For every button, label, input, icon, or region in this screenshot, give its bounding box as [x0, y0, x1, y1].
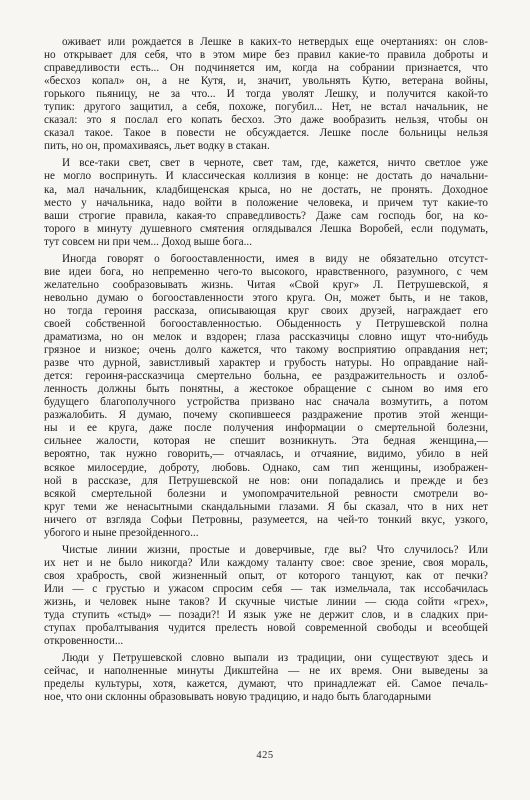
- text-line: справедливости есть... Он подчиняется им, когда на собрании признается, что: [44, 62, 488, 75]
- text-line: жизнь, и человек ныне таков? И скучные чистые линии — сюда сойти «грех»,: [44, 595, 488, 608]
- text-line: но тогда героиня рассказа, описывающая круг своих друзей, награждает его: [44, 304, 488, 317]
- text-line: сейчас, и наполненные минуты Дикштейна — не их время. Они выведены за: [44, 665, 488, 678]
- text-line: убогого и ныне презойденного...: [44, 526, 199, 539]
- paragraph: [44, 36, 488, 153]
- text-line: сказал: это я послал его копать бесхоз. Это даже вообразить нельзя, чтобы он: [44, 114, 488, 127]
- text-line: сильнее жалости, которая не спешит возникнуть. Эта бедная женщина,—: [44, 435, 488, 448]
- text-line: оживает или рождается в Лешке в каких-то нетвердых еще очертаниях: он слов-: [62, 36, 488, 48]
- text-line: Иногда говорят о богооставленности, имея в виду не обязательно отсутст-: [62, 252, 488, 265]
- text-line: туда ступить «стыд» — позади?! И язык уже не держит слов, и в сладких при-: [44, 609, 488, 622]
- text-line: Чистые линии жизни, простые и доверчивые, где вы? Что случилось? Или: [62, 543, 488, 556]
- text-line: «бесхоз копал» он, а не Кутя, и, значит, увольнять Кутю, ветерана войны,: [44, 75, 488, 88]
- text-line: ное, что они склонны образовывать новую традицию, и надо быть благодарными: [44, 691, 432, 704]
- text-line: но открывает для себя, что в этом мире без правил какие-то правила доброты и: [44, 49, 488, 62]
- text-line: круг теми же ненасытными скандальными глазами. Я бы сказал, что в них нет: [44, 500, 488, 513]
- text-line: невольно думаю о богооставленности этого круга. Он, может быть, и не таков,: [44, 291, 488, 304]
- text-line: Или — с грустью и ужасом спросим себя — так измельчала, так иссобачилась: [44, 582, 488, 595]
- text-line: ка, мал начальник, кладбищенская крыса, но не достать, не пронять. Доходное: [44, 183, 488, 196]
- text-line: грязное и низкое; очень долго кажется, что такому восприятию оправдания нет;: [44, 344, 488, 357]
- text-line: разве что дурной, завистливый характер и грубость натуры. Но оправдание най-: [44, 357, 488, 370]
- text-line: ной в рассказе, для Петрушевской не нов: они попадались и прежде и без: [44, 474, 488, 487]
- text-line: ваши строгие правила, какая-то справедливость? Даже сам господь бог, на ко-: [44, 209, 488, 222]
- text-line: тупик: другого защитил, а себя, похоже, погубил... Нет, не встал начальник, не: [44, 101, 488, 114]
- paragraph: [44, 544, 488, 648]
- text-line: ступах пробалтывания чудится прелесть новой современной свободы и всеобщей: [44, 622, 488, 635]
- text-line: разжалобить. Я думаю, почему скопившееся раздражение против этой женщи-: [44, 409, 488, 422]
- text-line: ленность должны быть понятны, а жестокое обращение с сыном во имя его: [44, 383, 488, 396]
- text-line: вие идеи бога, но непременно чего-то высокого, нравственного, разумного, с чем: [44, 265, 488, 278]
- text-line: их нет и не было никогда? Или каждому таланту свое: свое зрение, своя мораль,: [44, 556, 488, 569]
- text-line: желательно сообразовывать жизнь. Читая «Свой круг» Л. Петрушевской, я: [44, 278, 488, 291]
- text-line: своей собственной богооставленностью. Обыденность у Петрушевской полна: [44, 317, 488, 330]
- text-line: горького пьяницу, не за что... И тогда уволят Лешку, и получится какой-то: [44, 88, 488, 101]
- body-text: [44, 36, 488, 704]
- text-line: пределы культуры, хотя, кажется, думают, что принадлежат ей. Самое печаль-: [44, 678, 488, 691]
- paragraph: [44, 652, 488, 704]
- page-number: 425: [256, 750, 274, 761]
- text-line: пить, но он, промахиваясь, льет водку в стакан.: [44, 140, 270, 153]
- text-line: не могло воспринуть. И классическая коллизия в конце: не достать до начальни-: [44, 170, 488, 183]
- text-line: будущего благополучного устройства призвано нас сначала возмутить, а потом: [44, 396, 488, 409]
- text-line: драматизма, но он мелок и вздорен; глаза рассказчицы словно ищут что-нибудь: [44, 331, 488, 344]
- paragraph: [44, 157, 488, 248]
- text-line: всякой смертельной болезни и умопомрачительной ревности смотрели во-: [44, 487, 488, 500]
- text-line: И все-таки свет, свет в черноте, свет там, где, кажется, ничто светлое уже: [62, 157, 488, 170]
- text-line: дется: героиня-рассказчица смертельно больна, ее раздражительность и озлоб-: [44, 370, 488, 383]
- text-line: тут совсем ни при чем... Доход выше бога...: [44, 235, 253, 248]
- text-line: торого в минуту душевного смятения оглядывался Лешка Воробей, если подумать,: [44, 222, 488, 235]
- text-line: вероятно, так нужно говорить,— отчаялась, и отчаяние, видимо, убило в ней: [44, 448, 488, 461]
- text-line: Люди у Петрушевской словно выпали из традиции, они существуют здесь и: [62, 652, 488, 665]
- paragraph: [44, 253, 488, 540]
- text-line: ничего от взгляда Софьи Петровны, разумеется, на чей-то тонкий вкус, узкого,: [44, 513, 488, 526]
- text-line: ны и ее круга, даже после получения информации о смертельной болезни,: [44, 422, 488, 435]
- text-line: своя храбрость, свой жизненный опыт, от которого танцуют, как от печки?: [44, 569, 488, 582]
- text-line: всякое милосердие, доброту, любовь. Однако, сам тип женщины, изображен-: [44, 461, 488, 474]
- text-line: место у начальника, надо войти в положение человека, и причем тут какие-то: [44, 196, 488, 209]
- text-line: откровенности...: [44, 635, 124, 648]
- text-line: сказал такое. Такое в повести не обсуждается. Лешке после больницы нельзя: [44, 127, 488, 140]
